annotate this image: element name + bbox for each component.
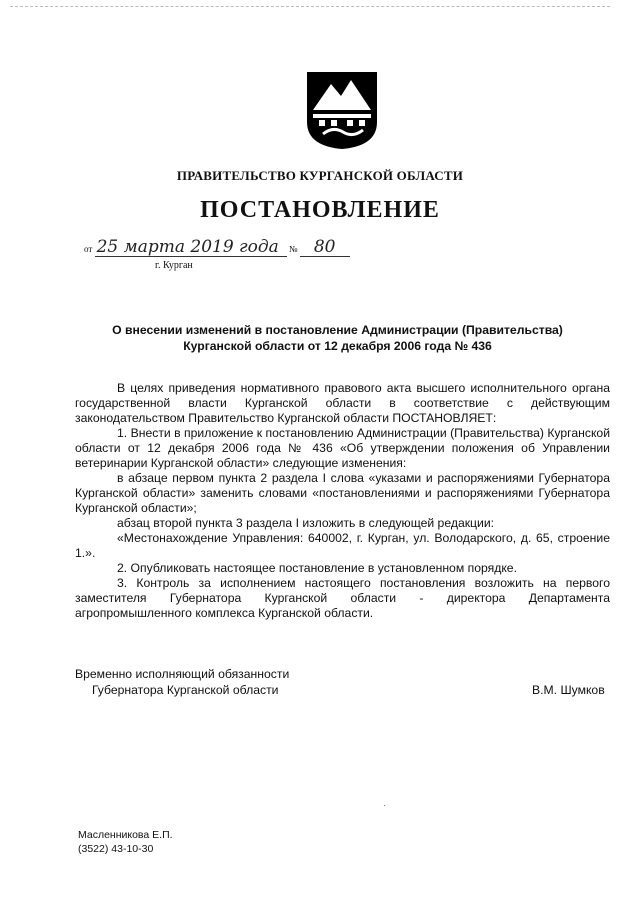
subject-line: Курганской области от 12 декабря 2006 года № 436 [183, 339, 492, 353]
number-label: № [288, 244, 298, 254]
document-subject [70, 322, 605, 354]
body-paragraph: 2. Опубликовать настоящее постановление в установленном порядке. [117, 561, 517, 575]
handwritten-date: 25 марта 2019 года [95, 238, 287, 257]
executor-name: Масленникова Е.П. [78, 829, 173, 841]
body-paragraph: 1. Внести в приложение к постановлению Администрации (Правительства) Курганской области от 12 декабря 2006 года № 436 «Об утверждении положения об Управлении ветеринарии Курганской области» следующие изменения: [75, 426, 610, 470]
place-label: г. Курган [155, 260, 193, 271]
body-paragraph: 3. Контроль за исполнением настоящего постановления возложить на первого заместителя Губернатора Курганской области - директора Департамента агропромышленного комплекса Курганской области. [75, 576, 610, 620]
scan-speck: · [383, 800, 387, 811]
signatory-position-line: Временно исполняющий обязанности [75, 667, 290, 681]
document-dateline [84, 238, 350, 257]
document-body [75, 381, 610, 621]
signatory-position [75, 666, 289, 698]
document-type-title: ПОСТАНОВЛЕНИЕ [200, 197, 440, 223]
body-paragraph: В целях приведения нормативного правового акта высшего исполнительного органа государственной власти Курганской области в соответствие с действующим законодательством Правительство Курганской области ПОСТАНОВЛЯЕТ: [75, 381, 610, 425]
body-paragraph: «Местонахождение Управления: 640002, г. Курган, ул. Володарского, д. 65, строение 1.». [75, 531, 610, 560]
executor-phone: (3522) 43-10-30 [78, 843, 154, 855]
organization-title: ПРАВИТЕЛЬСТВО КУРГАНСКОЙ ОБЛАСТИ [176, 168, 464, 183]
kurgan-region-coat-of-arms-icon [305, 70, 379, 150]
from-label: от [84, 244, 93, 254]
executor-block [78, 828, 173, 856]
subject-line: О внесении изменений в постановление Администрации (Правительства) [112, 323, 563, 337]
handwritten-number: 80 [300, 238, 350, 257]
signatory-position-line: Губернатора Курганской области [92, 683, 279, 697]
scan-artifact-line [10, 6, 610, 9]
body-paragraph: абзац второй пункта 3 раздела I изложить в следующей редакции: [117, 516, 495, 530]
body-paragraph: в абзаце первом пункта 2 раздела I слова «указами и распоряжениями Губернатора Курганской области» заменить словами «постановлениями и распоряжениями Губернатора Курганской области»; [75, 471, 610, 515]
signatory-name: В.М. Шумков [532, 683, 605, 697]
